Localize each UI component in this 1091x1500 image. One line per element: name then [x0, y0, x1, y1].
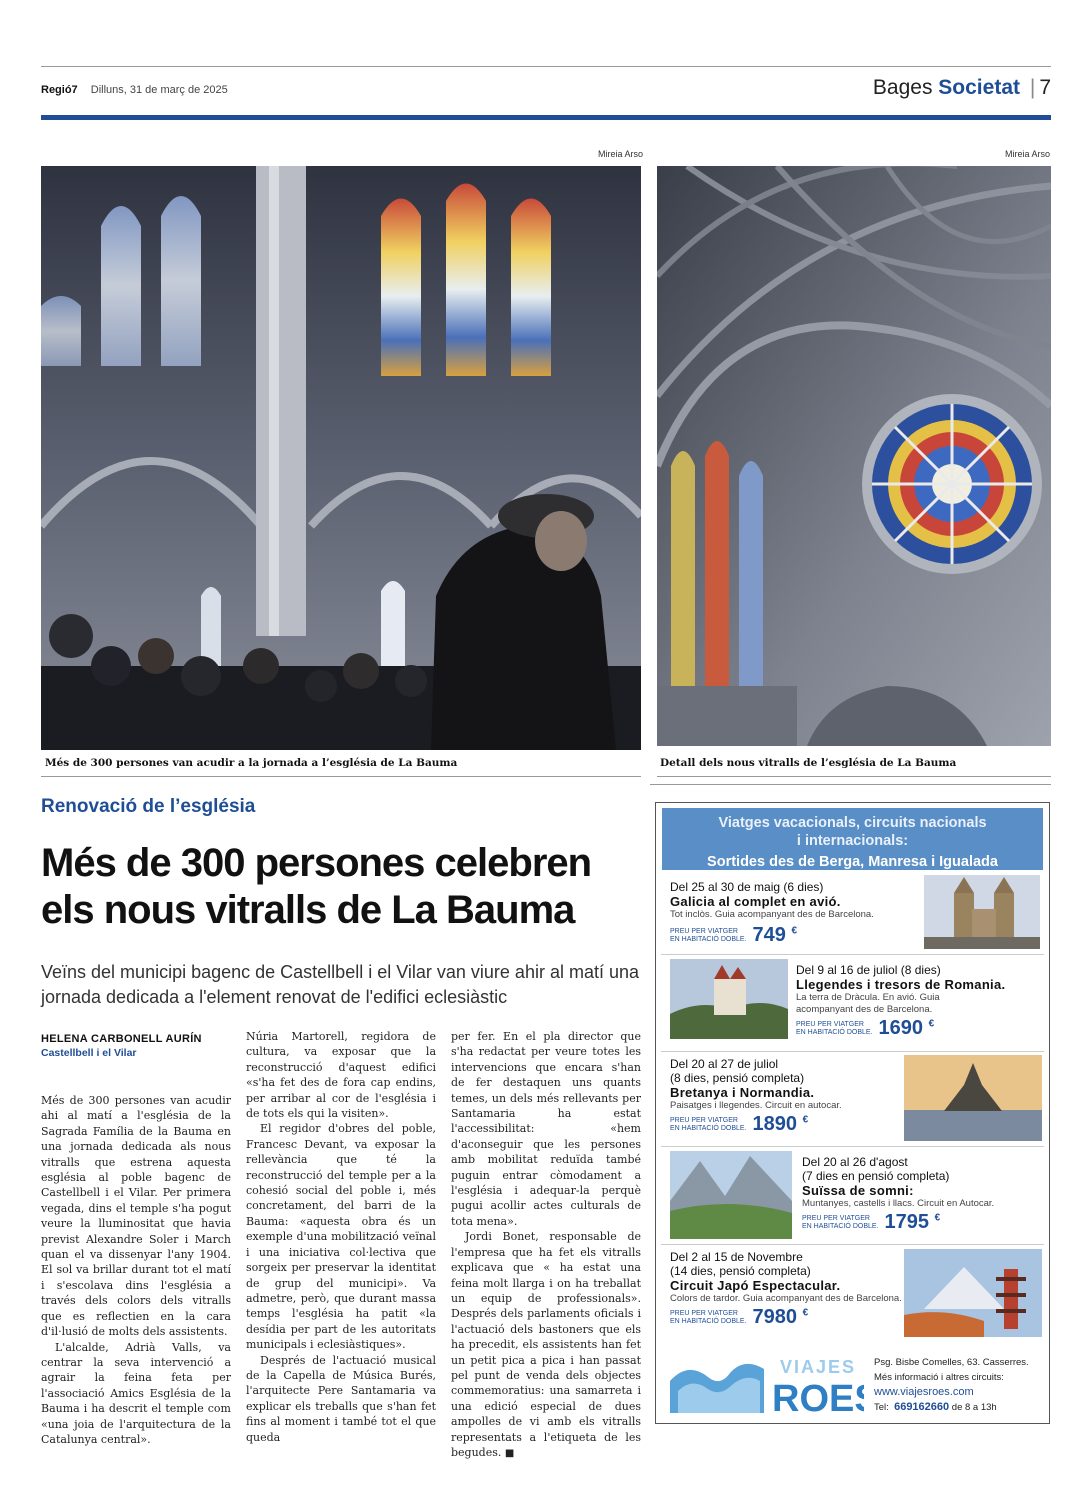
photo-caption-left: Més de 300 persones van acudir a la jornada a l’església de La Bauma — [45, 757, 458, 769]
article-column-2 — [246, 1029, 436, 1445]
trip-price-row — [670, 1306, 920, 1329]
trip-description: Tot inclòs. Guia acompanyant des de Barcelona. — [670, 909, 874, 920]
trip-price: 7980 € — [752, 1306, 809, 1328]
trip-separator — [661, 1146, 1044, 1147]
trip-offer — [670, 1250, 920, 1329]
section-label: Societat — [938, 76, 1020, 99]
article-location: Castellbell i el Vilar — [41, 1047, 137, 1059]
trip-offer — [802, 1155, 1047, 1234]
article-headline: Més de 300 persones celebren els nous vitralls de La Bauma — [41, 841, 592, 932]
header-separator: | — [1029, 76, 1036, 99]
cathedral-image — [924, 875, 1040, 949]
region-label: Bages — [872, 76, 933, 99]
trip-price: 1890 € — [752, 1113, 809, 1135]
article-kicker: Renovació de l’església — [41, 796, 256, 817]
pagoda-illustration — [904, 1249, 1042, 1337]
price-label: PREU PER VIATGER EN HABITACIÓ DOBLE. — [796, 1020, 873, 1036]
article-paragraph: Més de 300 persones van acudir ahi al matí a l'església de la Sagrada Família de la Bauma en una jornada dedicada als nous vitralls que estrena aquesta església al poble bagenc de Castellbell i el Vilar. Per primera vegada, dins el temple s'ha pogut veure la lluminositat que havia previst Alexandre Soler i March quan el va dissenyar l'any 1904. El sol va brillar durant tot el matí i s'escolava dins l'església a través dels colors dels vitralls que es reflectien en la cara d'il·lusió de molts dels assistents. — [41, 1094, 231, 1339]
ad-footer — [662, 1351, 1045, 1419]
trip-description: Muntanyes, castells i llacs. Circuit en Autocar. — [802, 1198, 995, 1209]
trip-price: 1795 € — [884, 1211, 941, 1233]
phone-line — [874, 1400, 1029, 1415]
article-paragraph: per fer. En el pla director que s'ha redactat per veure totes les intervencions que encara s'han de fer destaquen uns quants temes, un dels més rellevants per Santamaria ha estat l'accessibilitat: «hem d'aconseguir que les persones amb mobilitat reduïda també puguin entrar còmodament a l'església i adequar-la perquè pugui acollir actes culturals de tota mena». — [451, 1030, 641, 1228]
valley-illustration — [670, 1151, 792, 1239]
price-label: PREU PER VIATGER EN HABITACIÓ DOBLE. — [670, 1116, 747, 1132]
page-number: 7 — [1039, 76, 1051, 99]
japan-pagoda-image — [904, 1249, 1042, 1337]
article-paragraph: Núria Martorell, regidora de cultura, va exposar que la reconstrucció d'aquest edifici «s'ha fet des de fora cap endins, per arribar al cor de l'església i de tots els qui la visiten». — [246, 1030, 436, 1121]
trip-dates-2: (8 dies, pensió completa) — [670, 1071, 805, 1085]
article-paragraph: Després de l'actuació musical de la Capella de Música Burés, l'arquitecte Pere Santamaria va explicar els treballs que s'han fet fins al moment i també tot el que queda — [246, 1353, 436, 1444]
trip-description: Colors de tardor. Guia acompanyant des de Barcelona. — [670, 1293, 902, 1304]
article-paragraph: El regidor d'obres del poble, Francesc Devant, va exposar la rellevància que té la reconstrucció del temple per a la cohesió social del poble i, més concretament, del barri de la Bauma: «aquesta obra és un exemple d'una mobilització veïnal i una iniciativa col·lectiva que sorgeix per preservar la identitat de grup del municipi». Va admetre, però, que durant massa temps l'església ha patit «la desídia per part de les autoritats municipals i eclesiàstiques». — [246, 1122, 436, 1352]
trip-name: Suïssa de somni: — [802, 1183, 914, 1198]
phone-label: Tel: — [874, 1402, 889, 1413]
section-header — [873, 76, 1051, 100]
header-top-rule — [41, 66, 1051, 67]
article-subhead: Veïns del municipi bagenc de Castellbell i el Vilar van viure ahir al matí una jornada dedicada a l'element renovat de l'edifici eclesiàstic — [41, 962, 639, 1007]
trip-offer — [796, 963, 1046, 1040]
logo-text-top: VIAJES — [780, 1357, 857, 1377]
logo-text-bottom: ROE — [772, 1378, 855, 1417]
trip-separator — [661, 954, 1044, 955]
viajes-roes-logo[interactable] — [668, 1351, 864, 1417]
ad-top-rule — [650, 784, 1051, 785]
swiss-valley-image — [670, 1151, 792, 1239]
trip-name: Circuit Japó Espectacular. — [670, 1278, 841, 1293]
caption-rule-right — [657, 776, 1051, 777]
trip-dates-2: (7 dies en pensió completa) — [802, 1169, 950, 1183]
ad-title-line-1: Viatges vacacionals, circuits nacionals — [718, 815, 987, 831]
church-interior-photo — [41, 166, 641, 750]
masthead — [41, 84, 228, 96]
trip-name: Llegendes i tresors de Romania. — [796, 977, 1006, 992]
trip-dates: Del 25 al 30 de maig (6 dies) — [670, 880, 824, 894]
end-of-article-mark: ■ — [504, 1447, 515, 1459]
travel-advertisement[interactable] — [655, 802, 1050, 1424]
shop-address: Psg. Bisbe Comelles, 63. Casserres. — [874, 1357, 1029, 1368]
article-author: HELENA CARBONELL AURÍN — [41, 1033, 202, 1045]
article-column-1 — [41, 1093, 231, 1447]
price-label: PREU PER VIATGER EN HABITACIÓ DOBLE. — [670, 927, 747, 943]
castle-illustration — [670, 959, 788, 1039]
trip-separator — [661, 1051, 1044, 1052]
trip-price-row — [802, 1211, 1047, 1234]
ad-header — [662, 808, 1043, 870]
mont-saint-michel-image — [904, 1055, 1042, 1141]
more-info-label: Més informació i altres circuits: — [874, 1372, 1004, 1383]
trip-price-row — [670, 924, 930, 947]
trip-dates: Del 2 al 15 de Novembre — [670, 1250, 803, 1264]
photo-credit-right: Mireia Arso — [1005, 149, 1051, 159]
rose-window-photo — [657, 166, 1051, 746]
trip-dates: Del 20 al 26 d'agost — [802, 1155, 908, 1169]
cathedral-illustration — [924, 875, 1040, 949]
trip-price-row — [670, 1113, 910, 1136]
trip-price-row — [796, 1017, 1046, 1040]
article-column-3 — [451, 1029, 641, 1461]
ad-title-line-2: i internacionals: — [796, 833, 909, 849]
trip-dates: Del 20 al 27 de juliol — [670, 1057, 779, 1071]
article-paragraph — [451, 1229, 641, 1461]
church-interior-illustration — [41, 166, 641, 750]
rose-window-illustration — [657, 166, 1051, 746]
trip-description: La terra de Dràcula. En avió. Guia — [796, 992, 940, 1003]
issue-date: Dilluns, 31 de març de 2025 — [90, 84, 228, 96]
phone-number[interactable]: 669162660 — [894, 1401, 950, 1413]
trip-description-2: acompanyant des de Barcelona. — [796, 1004, 933, 1015]
photo-credit-left: Mireia Arso — [598, 149, 644, 159]
abbey-illustration — [904, 1055, 1042, 1141]
website-link[interactable]: www.viajesroes.com — [874, 1386, 974, 1398]
photo-caption-right: Detall dels nous vitralls de l’església de La Bauma — [660, 757, 957, 769]
trip-name: Bretanya i Normandia. — [670, 1085, 815, 1100]
trip-name: Galicia al complet en avió. — [670, 894, 841, 909]
article-paragraph: L'alcalde, Adrià Valls, va centrar la seva intervenció a agrair la feina feta per l'associació Amics Església de la Bauma i ha descrit el temple com «una joia de l'arquitectura de la Catalunya central». — [41, 1340, 231, 1446]
castle-image — [670, 959, 788, 1039]
article-paragraph-text: Jordi Bonet, responsable de l'empresa que ha fet els vitralls explicava que « ha estat una feina molt llarga i on ha treballat un equip de professionals». Després dels parlaments oficials i l'actuació dels bastoners que els ha precedit, els assistents han fet un petit pica a pica i han passat pel punt de venda dels objectes commemoratius: una samarreta i una edició especial de dues ampolles de vi amb els vitralls representats a l'etiqueta de les begudes. — [451, 1230, 641, 1459]
trip-separator — [661, 1244, 1044, 1245]
logo-graphic — [668, 1351, 864, 1417]
trip-dates-2: (14 dies, pensió completa) — [670, 1264, 811, 1278]
trip-description: Paisatges i llegendes. Circuit en autocar. — [670, 1100, 842, 1111]
brand-name: Regió7 — [41, 84, 78, 96]
price-label: PREU PER VIATGER EN HABITACIÓ DOBLE. — [670, 1309, 747, 1325]
header-rule — [41, 115, 1051, 120]
price-label: PREU PER VIATGER EN HABITACIÓ DOBLE. — [802, 1214, 879, 1230]
ad-title-line-3: Sortides des de Berga, Manresa i Igualada — [707, 854, 998, 870]
trip-offer — [670, 880, 930, 947]
trip-offer — [670, 1057, 910, 1136]
opening-hours: de 8 a 13h — [951, 1402, 997, 1413]
trip-dates: Del 9 al 16 de juliol (8 dies) — [796, 963, 941, 977]
contact-info — [874, 1355, 1029, 1415]
trip-price: 1690 € — [878, 1017, 935, 1039]
trip-price: 749 € — [752, 924, 797, 946]
caption-rule-left — [41, 776, 641, 777]
